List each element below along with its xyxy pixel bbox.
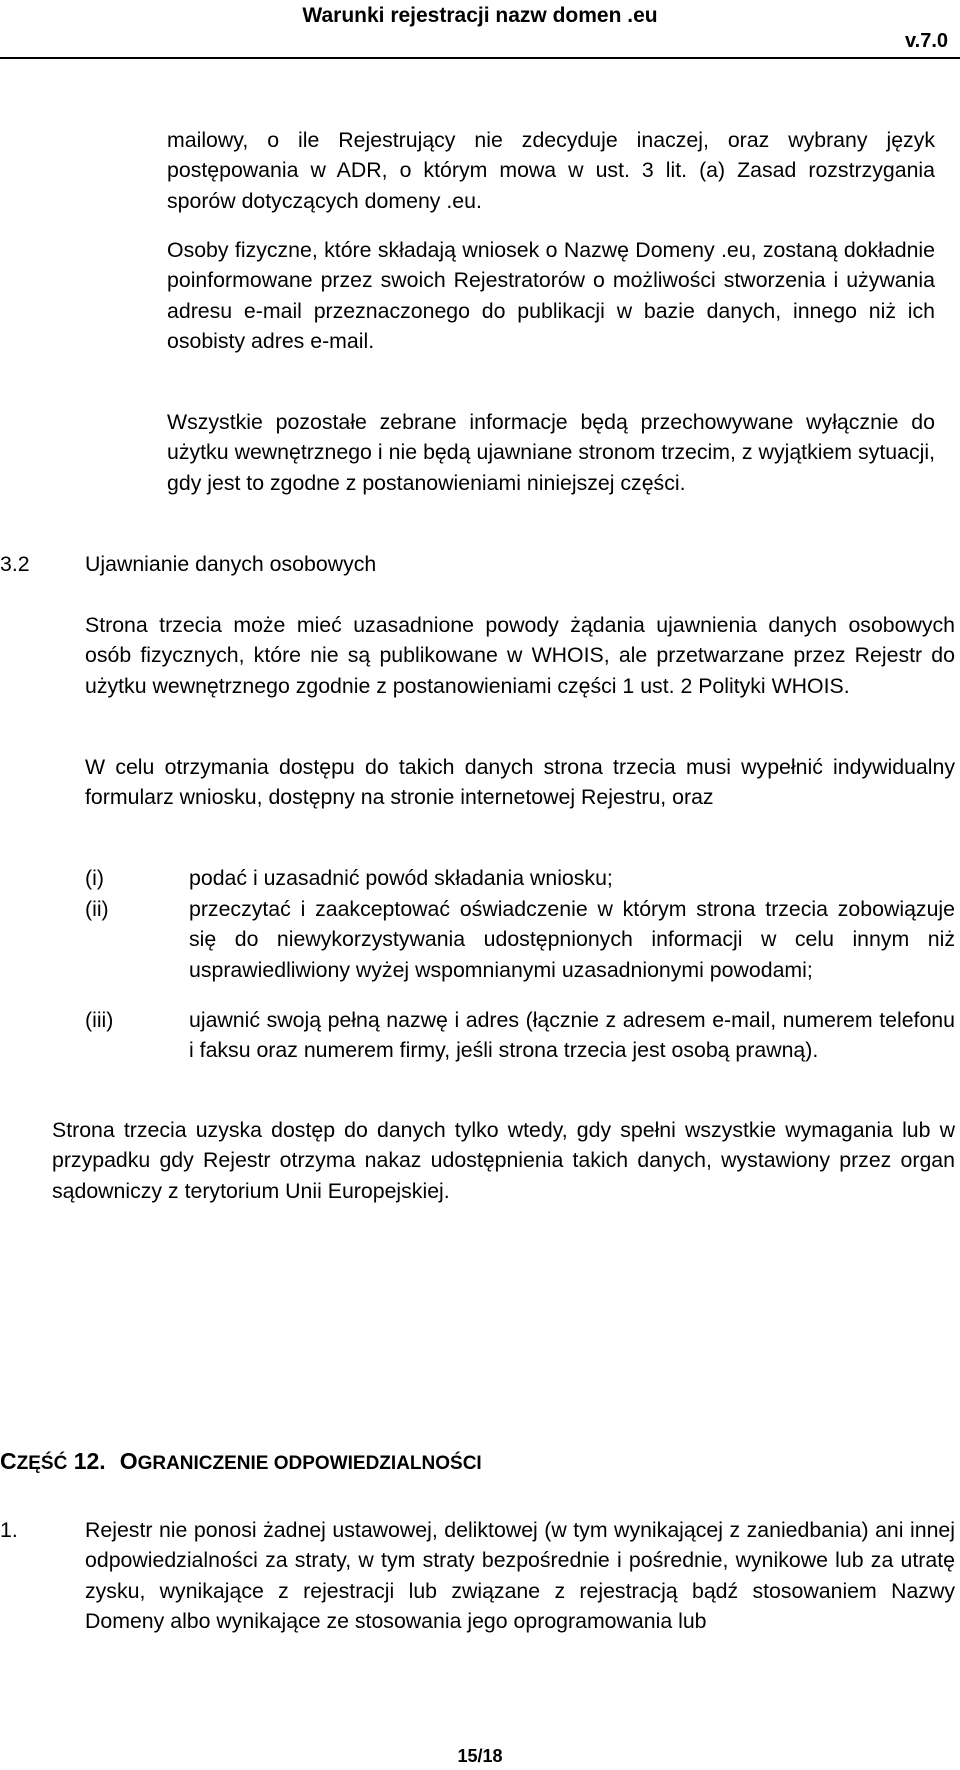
- paragraph-natural-persons: Osoby fizyczne, które składają wniosek o Nazwę Domeny .eu, zostaną dokładnie poinformowane przez swoich Rejestratorów o możliwości stworzenia i używania adresu e-mail przeznaczonego do publikacji w bazie danych, innego niż ich osobisty adres e-mail.: [167, 238, 935, 354]
- section-title: Ujawnianie danych osobowych: [85, 552, 377, 576]
- part-label: CZĘŚĆ 12.: [0, 1448, 106, 1474]
- paragraph-internal-use: Wszystkie pozostałe zebrane informacje będą przechowywane wyłącznie do użytku wewnętrznego i nie będą ujawniane stronom trzecim, z wyjątkiem sytuacji, gdy jest to zgodne z postanowieniami niniejszej części.: [167, 410, 935, 495]
- section-number: 3.2: [0, 552, 30, 576]
- header-divider: [0, 57, 960, 59]
- paragraph-third-party-reasons: Strona trzecia może mieć uzasadnione powody żądania ujawnienia danych osobowych osób fizycznych, które nie są publikowane w WHOIS, ale przetwarzane przez Rejestr do użytku wewnętrznego zgodnie z postanowieniami części 1 ust. 2 Polityki WHOIS.: [85, 613, 955, 698]
- page-number: 15/18: [457, 1746, 503, 1766]
- paragraph-request-form: W celu otrzymania dostępu do takich danych strona trzecia musi wypełnić indywidualny formularz wniosku, dostępny na stronie internetowej Rejestru, oraz: [85, 755, 955, 810]
- list-item-label: (ii): [85, 897, 109, 921]
- item-number: 1.: [0, 1518, 18, 1542]
- list-item-text: przeczytać i zaakceptować oświadczenie w którym strona trzecia zobowiązuje się do niewykorzystywania udostępnionych informacji w celu innym niż usprawiedliwiony wyżej wspomnianymi uzasadnionymi powodami;: [189, 897, 955, 982]
- part-title: OGRANICZENIE ODPOWIEDZIALNOŚCI: [119, 1448, 482, 1474]
- list-item-text: podać i uzasadnić powód składania wniosku;: [189, 866, 613, 890]
- paragraph-access-conditions: Strona trzecia uzyska dostęp do danych tylko wtedy, gdy spełni wszystkie wymagania lub w przypadku gdy Rejestr otrzyma nakaz udostępnienia takich danych, wystawiony przez organ sądowniczy z terytorium Unii Europejskiej.: [52, 1118, 955, 1203]
- list-item-label: (i): [85, 866, 104, 890]
- part-heading: [0, 1448, 482, 1475]
- header-title: Warunki rejestracji nazw domen .eu: [302, 4, 658, 27]
- list-item-label: (iii): [85, 1008, 114, 1032]
- list-item-text: ujawnić swoją pełną nazwę i adres (łącznie z adresem e-mail, numerem telefonu i faksu oraz numerem firmy, jeśli strona trzecia jest osobą prawną).: [189, 1008, 955, 1063]
- paragraph-liability: Rejestr nie ponosi żadnej ustawowej, deliktowej (w tym wynikającej z zaniedbania) ani innej odpowiedzialności za straty, w tym straty bezpośrednie i pośrednie, wynikowe lub za utratę zysku, wynikające z rejestracji lub związane z rejestracją bądź stosowaniem Nazwy Domeny albo wynikające ze stosowania jego oprogramowania lub: [85, 1518, 955, 1634]
- paragraph-email-language: mailowy, o ile Rejestrujący nie zdecyduje inaczej, oraz wybrany język postępowania w ADR, o którym mowa w ust. 3 lit. (a) Zasad rozstrzygania sporów dotyczących domeny .eu.: [167, 128, 935, 213]
- header-version: v.7.0: [905, 30, 948, 52]
